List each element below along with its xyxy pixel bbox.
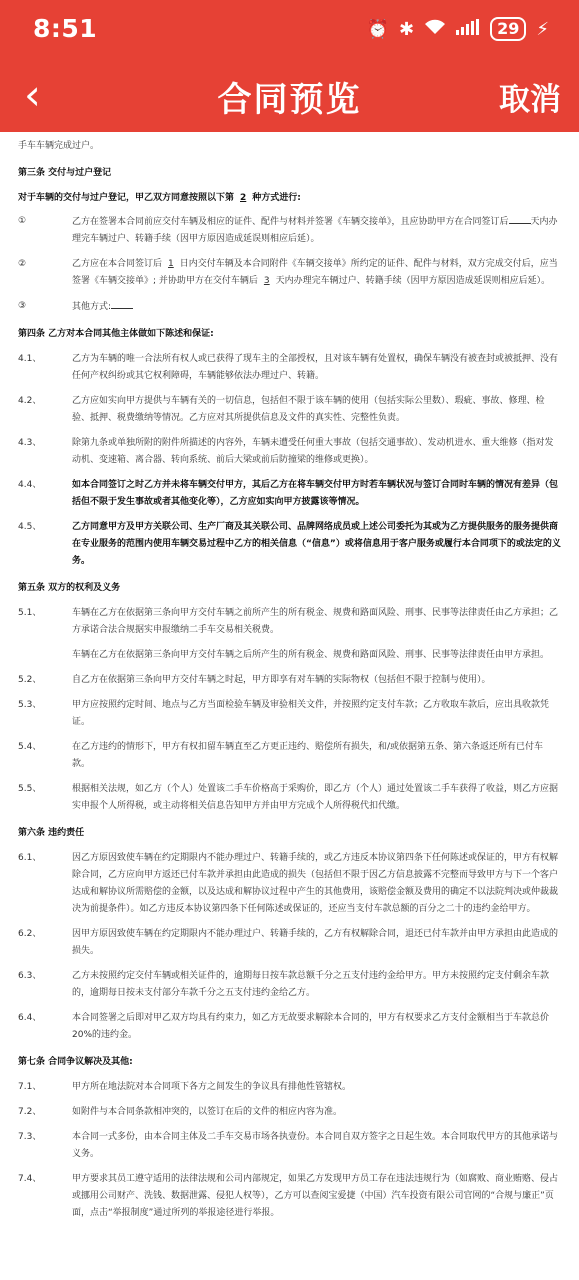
clause-number: 7.2、 [18,1107,42,1117]
clause-number: 6.2、 [18,929,42,939]
clause-item [18,393,561,427]
battery-icon: 29 [490,17,526,41]
cancel-button[interactable]: 取消 [499,82,561,118]
clause-number: 7.3、 [18,1132,42,1142]
clause-item [18,605,561,639]
clause-item [18,739,561,773]
clause-item [18,477,561,511]
clause-item [18,1104,561,1121]
clause-number: 5.2、 [18,675,42,685]
clause-text: 乙方同意甲方及甲方关联公司、生产厂商及其关联公司、品牌网络成员或上述公司委托为其或为乙方提供服务的服务提供商在专业服务的范围内使用车辆交易过程中乙方的相关信息（“信息”）或将信息用于客户服务或履行本合同项下的或法定的义务。 [72,522,561,566]
clause-item [18,1129,561,1163]
clause-number: 6.3、 [18,971,42,981]
clause-text: 自乙方在依据第三条向甲方交付车辆之时起，甲方即享有对车辆的实际物权（包括但不限于控制与使用）。 [72,675,491,685]
back-icon[interactable]: ‹ [24,70,41,119]
clause-number: 4.5、 [18,522,42,532]
clause-number: 7.4、 [18,1174,42,1184]
article-5-title: 第五条 双方的权利及义务 [18,583,121,593]
clause-number: 7.1、 [18,1082,42,1092]
article-7-list [18,1079,561,1222]
clause-text: 乙方未按照约定交付车辆或相关证件的，逾期每日按车款总额千分之五支付违约金给甲方。甲方未按照约定支付剩余车款的，逾期每日按未支付部分车款千分之五支付违约金给乙方。 [72,971,550,998]
delivery-method-choice: 2 [240,193,247,203]
doc-top-line: 手车车辆完成过户。 [18,141,100,151]
clause-item [18,850,561,918]
clause-text: 甲方所在地法院对本合同项下各方之间发生的争议具有排他性管辖权。 [72,1082,352,1092]
status-time: 8:51 [33,14,98,43]
article-3-option-1: ① 乙方在签署本合同前应交付车辆及相应的证件、配件与材料并签署《车辆交接单》，且应协助甲方在合同签订后 天内办理完车辆过户、转籍手续（因甲方原因造成延误则相应后延）。 [18,213,561,248]
clause-item [18,1079,561,1096]
clause-item [18,926,561,960]
clause-text: 因甲方原因致使车辆在约定期限内不能办理过户、转籍手续的，乙方有权解除合同，退还已付车款并由甲方承担由此造成的损失。 [72,929,559,956]
article-7-title: 第七条 合同争议解决及其他: [18,1057,133,1067]
article-6-title: 第六条 违约责任 [18,828,85,838]
clause-number: 5.5、 [18,784,42,794]
clause-item [18,435,561,469]
clause-number: 5.3、 [18,700,42,710]
article-4-list [18,351,561,570]
clause-item [18,672,561,689]
clause-number [18,647,72,664]
clause-text: 车辆在乙方在依据第三条向甲方交付车辆之后所产生的所有税金、规费和路面风险、刑事、民事等法律责任由甲方承担。 [72,650,550,660]
clause-item [18,519,561,570]
signal-icon [456,19,480,40]
bluetooth-icon: ✱ [399,18,415,40]
article-3-title: 第三条 交付与过户登记 [18,168,112,178]
clause-item [18,781,561,815]
clause-number: 4.1、 [18,354,42,364]
clause-number: 4.4、 [18,480,42,490]
clause-text: 在乙方违约的情形下，甲方有权扣留车辆直至乙方更正违约、赔偿所有损失，和/或依据第五条、第六条返还所有已付车款。 [72,742,544,769]
blank-field [509,213,531,224]
blank-field [111,298,133,309]
clause-number: 5.1、 [18,608,42,618]
article-3-option-3: ③ 其他方式: [18,298,561,316]
article-3-lead: 对于车辆的交付与过户登记，甲乙双方同意按照以下第 2 种方式进行: [18,193,301,203]
charging-icon: ⚡ [536,18,549,40]
clause-text: 如本合同签订之时乙方并未将车辆交付甲方，其后乙方在将车辆交付甲方时若车辆状况与签订合同时车辆的情况有差异（包括但不限于发生事故或者其他变化等），乙方应如实向甲方披露该等情况。 [72,480,559,507]
clause-number: 5.4、 [18,742,42,752]
clause-text: 因乙方原因致使车辆在约定期限内不能办理过户、转籍手续的，或乙方违反本协议第四条下任何陈述或保证的，甲方有权解除合同，乙方应向甲方返还已付车款并承担由此造成的损失（包括但不限于因乙方信息披露不完整而导致甲方与下一个客户达成和解协议所需赔偿的金额，以及达成和解协议过程中产生的其他费用，该赔偿金额及费用的确定不以法院判决或仲裁裁决为前提条件）。如乙方违反本协议第四条下任何陈述或保证的，还应当支付车款总额的百分之二十的违约金给甲方。 [72,853,559,914]
clause-item [18,1010,561,1044]
clause-item [18,647,561,664]
clause-number: 6.1、 [18,853,42,863]
page-title: 合同预览 [217,80,362,120]
clause-text: 本合同一式多份，由本合同主体及二手车交易市场各执壹份。本合同自双方签字之日起生效。本合同取代甲方的其他承诺与义务。 [72,1132,559,1159]
app-header [0,0,579,132]
clause-text: 甲方要求其员工遵守适用的法律法规和公司内部规定，如果乙方发现甲方员工存在违法违规行为（如腐败、商业贿赂、侵占或挪用公司财产、洗钱、数据泄露、侵犯人权等），乙方可以查阅宝爱捷（中国）汽车投资有限公司官网的“合规与廉正”页面，点击“举报制度”通过所列的举报途径进行举报。 [72,1174,559,1218]
clause-item [18,351,561,385]
clause-number: 6.4、 [18,1013,42,1023]
clause-item [18,697,561,731]
clause-text: 乙方为车辆的唯一合法所有权人或已获得了现车主的全部授权，且对该车辆有处置权，确保车辆没有被查封或被抵押、没有任何产权纠纷或其它权利障碍，车辆能够依法办理过户、转籍。 [72,354,559,381]
alarm-icon: ⏰ [366,18,389,40]
wifi-icon [424,19,446,40]
clause-text: 除第九条或单独所附的附件所描述的内容外，车辆未遭受任何重大事故（包括交通事故）、发动机进水、重大维修（指对发动机、变速箱、离合器、转向系统、前后大梁或前后防撞梁的维修或更换）。 [72,438,554,465]
contract-document[interactable] [0,132,579,1280]
article-3-option-2: ② 乙方应在本合同签订后 1 日内交付车辆及本合同附件《车辆交接单》所约定的证件、配件与材料，双方完成交付后，应当签署《车辆交接单》; 并协助甲方在交付车辆后 3 天内办理完车辆过户、转籍手续（因甲方原因造成延误则相应后延）。 [18,259,558,286]
article-5-list [18,605,561,815]
clause-item [18,968,561,1002]
clause-text: 甲方应按照约定时间、地点与乙方当面检验车辆及审验相关文件，并按照约定支付车款；乙方收取车款后，应出具收款凭证。 [72,700,550,727]
status-bar [0,0,579,60]
clause-text: 本合同签署之后即对甲乙双方均具有约束力，如乙方无故要求解除本合同的，甲方有权要求乙方支付金额相当于车款总价20%的违约金。 [72,1013,550,1040]
clause-number: 4.3、 [18,438,42,448]
clause-number: 4.2、 [18,396,42,406]
nav-bar [0,60,579,132]
article-4-title: 第四条 乙方对本合同其他主体做如下陈述和保证: [18,329,214,339]
clause-text: 根据相关法规，如乙方（个人）处置该二手车价格高于采购价，即乙方（个人）通过处置该二手车获得了收益，则乙方应据实申报个人所得税，或主动将相关信息告知甲方并由甲方完成个人所得税代扣代缴。 [72,784,559,811]
clause-text: 车辆在乙方在依据第三条向甲方交付车辆之前所产生的所有税金、规费和路面风险、刑事、民事等法律责任由乙方承担；乙方承诺合法合规据实申报缴纳二手车交易相关税费。 [72,608,559,635]
status-icons [367,17,549,41]
clause-text: 乙方应如实向甲方提供与车辆有关的一切信息，包括但不限于该车辆的使用（包括实际公里数）、瑕疵、事故、修理、检验、抵押、税费缴纳等情况。乙方应对其所提供信息及文件的真实性、完整性负责。 [72,396,545,423]
article-6-list [18,850,561,1044]
clause-item [18,1171,561,1222]
clause-text: 如附件与本合同条款相冲突的，以签订在后的文件的相应内容为准。 [72,1107,343,1117]
